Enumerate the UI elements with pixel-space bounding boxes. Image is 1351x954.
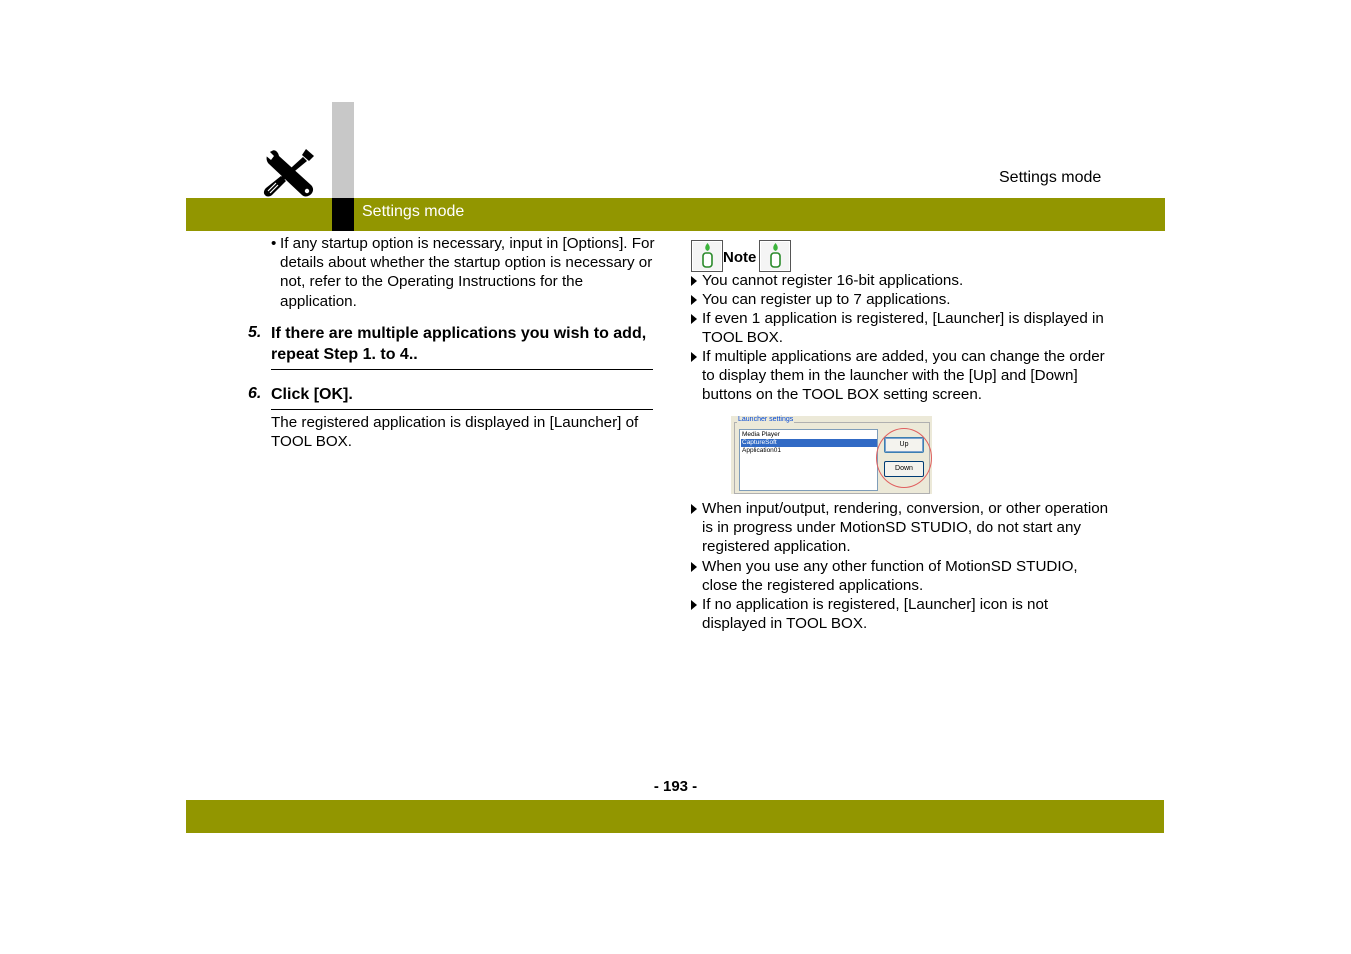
note-item: If multiple applications are added, you can change the order to display them in the launcher with the [Up] and [Down] buttons on the TOOL BOX setting screen.: [691, 347, 1111, 405]
triangle-bullet-icon: [691, 295, 697, 305]
launcher-groupbox-title: Launcher settings: [738, 416, 794, 423]
note-item: When input/output, rendering, conversion, or other operation is in progress under MotionSD STUDIO, do not start any registered application.: [691, 499, 1111, 557]
step-6-text: Click [OK].: [271, 386, 353, 403]
list-item: Media Player: [742, 431, 780, 438]
bullet-marker: •: [271, 235, 277, 252]
step-5-divider: [271, 369, 653, 370]
note-item: If no application is registered, [Launcher] icon is not displayed in TOOL BOX.: [691, 595, 1111, 633]
launcher-settings-screenshot: [731, 416, 932, 494]
triangle-bullet-icon: [691, 276, 697, 286]
triangle-bullet-icon: [691, 562, 697, 572]
triangle-bullet-icon: [691, 600, 697, 610]
page-number: - 193 -: [653, 778, 698, 795]
note-item: You can register up to 7 applications.: [691, 290, 1111, 309]
header-gray-tab: [332, 102, 354, 198]
step-6-divider: [271, 409, 653, 410]
triangle-bullet-icon: [691, 504, 697, 514]
triangle-bullet-icon: [691, 314, 697, 324]
section-title: Settings mode: [362, 203, 465, 220]
step-6-number: 6.: [248, 385, 262, 402]
note-icon: [691, 240, 723, 272]
footer-bar: [186, 800, 1164, 833]
tools-icon: [262, 147, 317, 199]
up-button: Up: [884, 437, 924, 453]
list-item-selected: CaptureSoft: [741, 439, 877, 447]
application-list: [739, 429, 878, 491]
down-button: Down: [884, 461, 924, 477]
step-5-text: If there are multiple applications you wish to add, repeat Step 1. to 4..: [271, 325, 647, 363]
running-head: Settings mode: [999, 169, 1102, 186]
startup-option-text: If any startup option is necessary, input in [Options]. For details about whether the startup option is necessary or not, refer to the Operating Instructions for the application.: [280, 235, 655, 310]
note-item: You cannot register 16-bit applications.: [691, 271, 1111, 290]
note-item: If even 1 application is registered, [Launcher] is displayed in TOOL BOX.: [691, 309, 1111, 347]
note-item: When you use any other function of MotionSD STUDIO, close the registered applications.: [691, 557, 1111, 595]
note-label: Note: [723, 249, 757, 266]
step-6-description: The registered application is displayed in [Launcher] of TOOL BOX.: [271, 414, 639, 451]
note-icon: [759, 240, 791, 272]
step-5-number: 5.: [248, 324, 262, 341]
triangle-bullet-icon: [691, 352, 697, 362]
list-item: Application01: [742, 447, 782, 454]
highlight-circle: [876, 428, 932, 488]
header-black-tab: [332, 198, 354, 231]
